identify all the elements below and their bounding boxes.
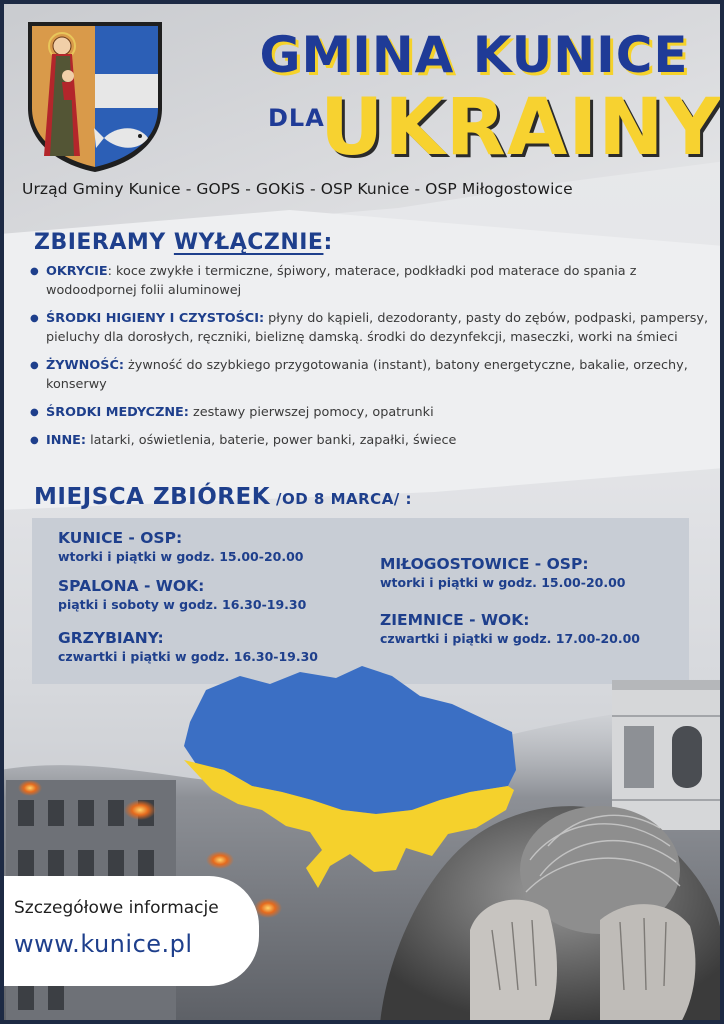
collect-list — [26, 262, 716, 459]
list-item — [26, 403, 716, 422]
item-text: płyny do kąpieli, dezodoranty, pasty do zębów, podpaski, pampersy, pieluchy dla dorosłych, ręczniki, bieliznę damską. środki do dezynfekcji, maseczki, worki na śmieci — [46, 311, 709, 345]
place-entry — [380, 554, 625, 592]
title-gmina-kunice: GMINA KUNICE — [259, 26, 689, 84]
building-right — [612, 680, 724, 830]
info-label: Szczegółowe informacje — [14, 898, 219, 918]
item-label: ŚRODKI MEDYCZNE: — [46, 405, 189, 420]
place-name: SPALONA - WOK: — [58, 577, 205, 595]
coat-of-arms-icon — [22, 16, 168, 176]
place-entry — [380, 610, 640, 648]
place-hours: czwartki i piątki w godz. 17.00-20.00 — [380, 631, 641, 646]
place-hours: czwartki i piątki w godz. 16.30-19.30 — [58, 649, 319, 664]
place-hours: piątki i soboty w godz. 16.30-19.30 — [58, 597, 307, 612]
collect-heading-suffix: : — [323, 230, 333, 255]
place-hours: wtorki i piątki w godz. 15.00-20.00 — [58, 549, 304, 564]
item-label: INNE: — [46, 433, 87, 448]
place-name: MIŁOGOSTOWICE - OSP: — [380, 555, 589, 573]
place-entry — [58, 528, 303, 566]
title-dla: DLA — [268, 104, 325, 132]
website-link[interactable]: www.kunice.pl — [14, 930, 193, 958]
item-label: OKRYCIE — [46, 264, 108, 279]
list-item — [26, 309, 716, 347]
item-text: latarki, oświetlenia, baterie, power banki, zapałki, świece — [86, 433, 457, 448]
places-heading-note: /OD 8 MARCA/ : — [276, 490, 412, 508]
list-item — [26, 262, 716, 300]
collect-heading-emphasis: WYŁĄCZNIE — [173, 230, 324, 255]
place-name: KUNICE - OSP: — [58, 529, 183, 547]
collect-heading-prefix: ZBIERAMY — [34, 230, 174, 255]
item-text: żywność do szybkiego przygotowania (instant), batony energetyczne, bakalie, orzechy, konserwy — [46, 358, 688, 392]
collect-heading — [34, 230, 333, 255]
places-heading — [34, 484, 412, 510]
item-label: ŻYWNOŚĆ: — [46, 358, 124, 373]
places-heading-title: MIEJSCA ZBIÓREK — [34, 484, 271, 510]
item-text: : koce zwykłe i termiczne, śpiwory, materace, podkładki pod materace do spania z wodoodpornej folii aluminowej — [46, 264, 637, 298]
list-item — [26, 356, 716, 394]
place-name: GRZYBIANY: — [58, 629, 164, 647]
organizers-line: Urząd Gminy Kunice - GOPS - GOKiS - OSP Kunice - OSP Miłogostowice — [22, 180, 573, 198]
item-text: zestawy pierwszej pomocy, opatrunki — [188, 405, 434, 420]
item-label: ŚRODKI HIGIENY I CZYSTOŚCI: — [46, 311, 265, 326]
title-ukrainy: UKRAINY — [320, 83, 722, 173]
list-item — [26, 431, 716, 450]
place-entry — [58, 576, 306, 614]
place-name: ZIEMNICE - WOK: — [380, 611, 530, 629]
place-hours: wtorki i piątki w godz. 15.00-20.00 — [380, 575, 626, 590]
